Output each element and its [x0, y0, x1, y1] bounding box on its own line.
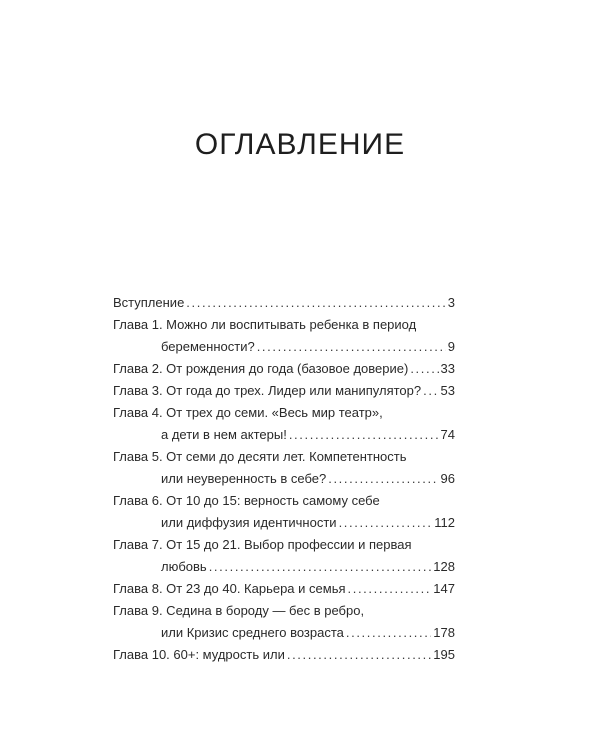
dot-leader	[410, 358, 438, 380]
toc-page-number: 9	[447, 339, 455, 354]
toc-entry-title-continued: беременности?	[161, 339, 255, 354]
dot-leader	[186, 292, 445, 314]
toc-entry-title: Глава 9. Седина в бороду — бес в ребро,	[113, 603, 365, 618]
toc-entry-chapter-2	[113, 358, 455, 380]
toc-line	[113, 534, 455, 556]
toc-line	[113, 622, 455, 644]
dot-leader	[209, 556, 432, 578]
toc-entry-title: Вступление	[113, 295, 185, 310]
toc-entry-title: Глава 7. От 15 до 21. Выбор профессии и первая	[113, 537, 412, 552]
dot-leader	[348, 578, 432, 600]
dot-leader	[257, 336, 446, 358]
toc-line	[113, 424, 455, 446]
toc-page-number: 74	[440, 427, 455, 442]
page-title: ОГЛАВЛЕНИЕ	[194, 128, 406, 161]
toc-line	[113, 336, 455, 358]
toc-line	[113, 468, 455, 490]
toc-entry-intro	[113, 292, 455, 314]
toc-line	[113, 380, 455, 402]
toc-entry-chapter-8	[113, 578, 455, 600]
toc-line	[113, 600, 455, 622]
toc-entry-chapter-5	[113, 446, 455, 490]
dot-leader	[287, 644, 431, 666]
toc-line	[113, 358, 455, 380]
toc-entry-title: Глава 5. От семи до десяти лет. Компетентность	[113, 449, 407, 464]
toc-page-number: 147	[433, 581, 455, 596]
toc-line	[113, 446, 455, 468]
toc-entry-title: Глава 6. От 10 до 15: верность самому себе	[113, 493, 380, 508]
toc-entry-title: Глава 4. От трех до семи. «Весь мир театр»,	[113, 405, 383, 420]
toc-entry-chapter-1	[113, 314, 455, 358]
dot-leader	[346, 622, 431, 644]
toc-entry-title-continued: или диффузия идентичности	[161, 515, 337, 530]
toc-page-number: 178	[433, 625, 455, 640]
toc-page-number: 112	[434, 515, 455, 530]
toc-entry-title: Глава 10. 60+: мудрость или	[113, 647, 285, 662]
dot-leader	[423, 380, 438, 402]
toc-line	[113, 578, 455, 600]
toc-entry-title-continued: а дети в нем актеры!	[161, 427, 287, 442]
toc-entry-chapter-7	[113, 534, 455, 578]
toc-entry-title-continued: любовь	[161, 559, 207, 574]
toc-line	[113, 644, 455, 666]
toc-entry-title-continued: или неуверенность в себе?	[161, 471, 327, 486]
table-of-contents	[113, 292, 455, 666]
toc-entry-title: Глава 3. От года до трех. Лидер или манипулятор?	[113, 383, 422, 398]
dot-leader	[339, 512, 433, 534]
toc-line	[113, 490, 455, 512]
toc-entry-chapter-9	[113, 600, 455, 644]
toc-page-number: 3	[447, 295, 455, 310]
toc-entry-title: Глава 1. Можно ли воспитывать ребенка в период	[113, 317, 417, 332]
toc-line	[113, 556, 455, 578]
toc-entry-title: Глава 2. От рождения до года (базовое доверие)	[113, 361, 409, 376]
dot-leader	[328, 468, 438, 490]
toc-line	[113, 292, 455, 314]
toc-entry-chapter-6	[113, 490, 455, 534]
toc-page-number: 128	[433, 559, 455, 574]
toc-entry-title-continued: или Кризис среднего возраста	[161, 625, 344, 640]
toc-line	[113, 402, 455, 424]
toc-line	[113, 314, 455, 336]
dot-leader	[289, 424, 439, 446]
toc-line	[113, 512, 455, 534]
toc-page-number: 53	[440, 383, 455, 398]
toc-page-number: 96	[440, 471, 455, 486]
toc-page-number: 195	[433, 647, 455, 662]
toc-entry-title: Глава 8. От 23 до 40. Карьера и семья	[113, 581, 346, 596]
toc-entry-chapter-10	[113, 644, 455, 666]
toc-entry-chapter-3	[113, 380, 455, 402]
toc-entry-chapter-4	[113, 402, 455, 446]
toc-page-number: 33	[440, 361, 455, 376]
